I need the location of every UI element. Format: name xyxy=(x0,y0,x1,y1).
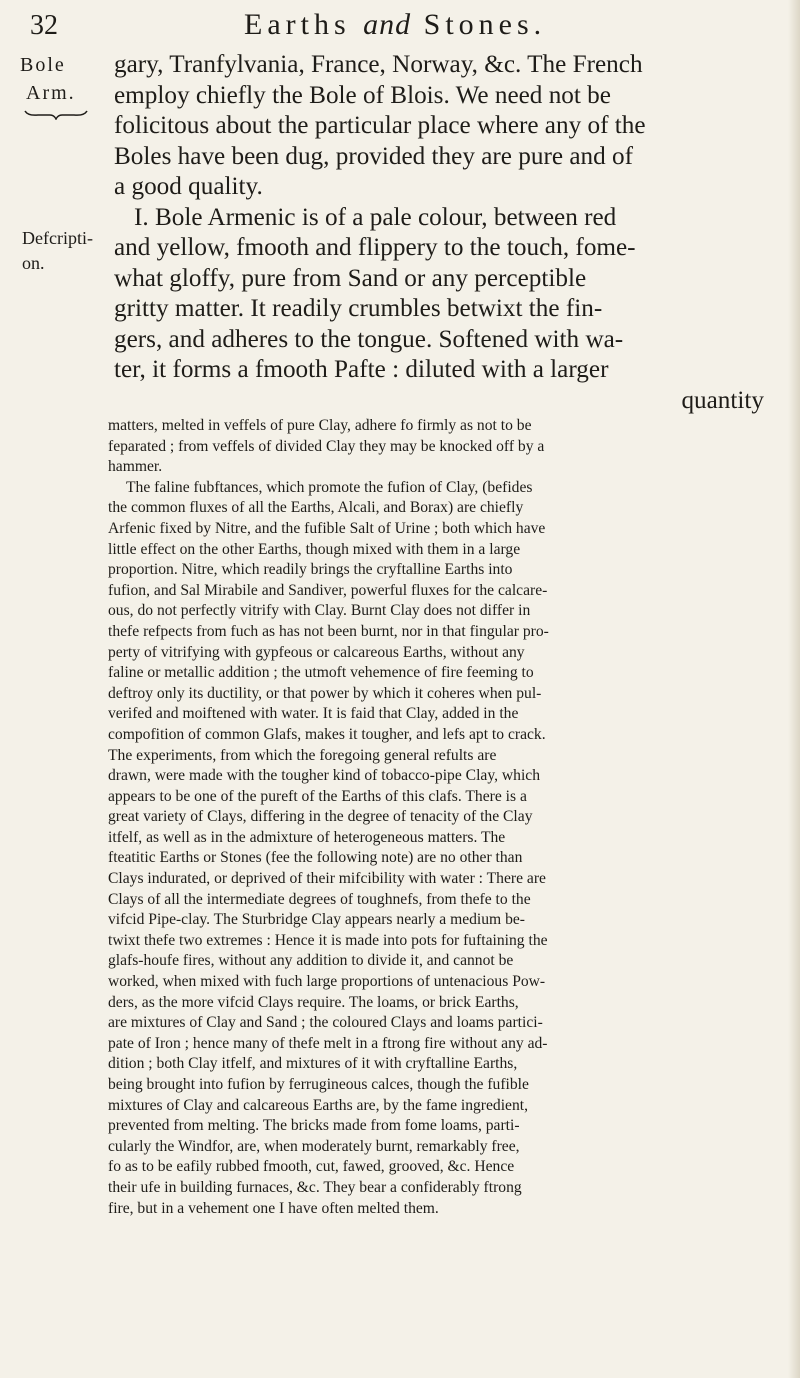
running-head xyxy=(244,8,546,42)
footnote-line: perty of vitrifying with gypfeous or calcareous Earths, without any xyxy=(108,643,525,661)
main-text-line: ter, it forms a fmooth Pafte : diluted with a larger xyxy=(114,356,609,383)
page-number: 32 xyxy=(30,10,58,41)
main-text xyxy=(114,50,764,416)
footnote-line: are mixtures of Clay and Sand ; the coloured Clays and loams partici- xyxy=(108,1014,543,1032)
footnote-line: faline or metallic addition ; the utmoft vehemence of fire feeming to xyxy=(108,664,534,682)
margin-note-description xyxy=(22,226,93,276)
footnote-line: dition ; both Clay itfelf, and mixtures of it with cryftalline Earths, xyxy=(108,1055,518,1073)
running-head-stones: Stones. xyxy=(423,8,547,41)
margin-note-description-line: on. xyxy=(22,253,45,273)
footnote-line: their ufe in building furnaces, &c. They bear a confiderably ftrong xyxy=(108,1178,522,1196)
footnote-line: mixtures of Clay and calcareous Earths are, by the fame ingredient, xyxy=(108,1096,529,1114)
footnote-paragraph xyxy=(108,416,768,478)
footnote-line: Clays indurated, or deprived of their mifcibility with water : There are xyxy=(108,870,546,888)
footnote-line: fire, but in a vehement one I have often melted them. xyxy=(108,1199,439,1217)
footnote xyxy=(108,416,768,1219)
page-edge-shadow xyxy=(788,0,800,1378)
footnote-line: appears to be one of the pureft of the Earths of this clafs. There is a xyxy=(108,787,527,805)
main-text-line: folicitous about the particular place where any of the xyxy=(114,112,646,139)
footnote-line: fufion, and Sal Mirabile and Sandiver, powerful fluxes for the calcare- xyxy=(108,581,548,599)
footnote-line: Arfenic fixed by Nitre, and the fufible Salt of Urine ; both which have xyxy=(108,519,546,537)
footnote-line: twixt thefe two extremes : Hence it is made into pots for fuftaining the xyxy=(108,931,548,949)
footnote-line: proportion. Nitre, which readily brings the cryftalline Earths into xyxy=(108,561,513,579)
footnote-line: feparated ; from veffels of divided Clay they may be knocked off by a xyxy=(108,437,545,455)
margin-note-bole: Bole xyxy=(20,54,66,76)
footnote-line: matters, melted in veffels of pure Clay, adhere fo firmly as not to be xyxy=(108,417,532,434)
margin-note-description-line: Defcripti- xyxy=(22,228,93,248)
footnote-line: Clays of all the intermediate degrees of toughnefs, from thefe to the xyxy=(108,890,531,908)
footnote-line: compofition of common Glafs, makes it tougher, and lefs apt to crack. xyxy=(108,725,546,743)
footnote-line: deftroy only its ductility, or that power by which it coheres when pul- xyxy=(108,684,542,702)
main-text-line: gritty matter. It readily crumbles betwixt the fin- xyxy=(114,295,603,322)
main-text-line: what gloffy, pure from Sand or any perceptible xyxy=(114,264,587,292)
footnote-line: The faline fubftances, which promote the fufion of Clay, (befides xyxy=(126,478,533,496)
footnote-line: little effect on the other Earths, though mixed with them in a large xyxy=(108,540,521,558)
running-head-and: and xyxy=(363,8,412,41)
main-text-line: a good quality. xyxy=(114,173,263,200)
main-text-line: gers, and adheres to the tongue. Softened with wa- xyxy=(114,325,624,353)
margin-brace-icon xyxy=(24,110,88,120)
footnote-line: glafs-houfe fires, without any addition to divide it, and cannot be xyxy=(108,952,514,970)
running-head-earths: Earths xyxy=(244,8,351,41)
footnote-line: fo as to be eafily rubbed fmooth, cut, fawed, grooved, &c. Hence xyxy=(108,1158,515,1176)
main-text-line: Boles have been dug, provided they are pure and of xyxy=(114,142,633,170)
margin-note-arm: Arm. xyxy=(26,82,76,104)
footnote-line: the common fluxes of all the Earths, Alcali, and Borax) are chiefly xyxy=(108,499,524,517)
footnote-line: being brought into fufion by ferrugineous calces, though the fufible xyxy=(108,1076,529,1093)
footnote-line: vifcid Pipe-clay. The Sturbridge Clay appears nearly a medium be- xyxy=(108,911,525,929)
footnote-line: hammer. xyxy=(108,458,163,476)
footnote-line: itfelf, as well as in the admixture of heterogeneous matters. The xyxy=(108,828,506,846)
footnote-line: ous, do not perfectly vitrify with Clay. Burnt Clay does not differ in xyxy=(108,602,531,620)
main-text-line: and yellow, fmooth and flippery to the touch, fome- xyxy=(114,234,636,261)
footnote-line: fteatitic Earths or Stones (fee the following note) are no other than xyxy=(108,849,523,867)
footnote-line: prevented from melting. The bricks made from fome loams, parti- xyxy=(108,1117,520,1135)
footnote-line: verifed and moiftened with water. It is faid that Clay, added in the xyxy=(108,705,519,723)
footnote-line: thefe refpects from fuch as has not been burnt, nor in that fingular pro- xyxy=(108,622,549,640)
footnote-line: worked, when mixed with fuch large proportions of untenacious Pow- xyxy=(108,973,546,991)
main-text-line: gary, Tranfylvania, France, Norway, &c. The French xyxy=(114,51,643,78)
catchword: quantity xyxy=(681,386,764,414)
footnote-line: pate of Iron ; hence many of thefe melt in a ftrong fire without any ad- xyxy=(108,1034,548,1052)
footnote-line: cularly the Windfor, are, when moderately burnt, remarkably free, xyxy=(108,1137,520,1155)
footnote-line: ders, as the more vifcid Clays require. The loams, or brick Earths, xyxy=(108,993,519,1011)
footnote-paragraph xyxy=(108,478,768,1219)
main-text-line: I. Bole Armenic is of a pale colour, between red xyxy=(134,203,617,231)
footnote-line: drawn, were made with the tougher kind of tobacco-pipe Clay, which xyxy=(108,767,541,785)
main-text-line: employ chiefly the Bole of Blois. We need not be xyxy=(114,81,611,109)
footnote-line: The experiments, from which the foregoing general refults are xyxy=(108,746,497,764)
footnote-line: great variety of Clays, differing in the degree of tenacity of the Clay xyxy=(108,808,533,826)
